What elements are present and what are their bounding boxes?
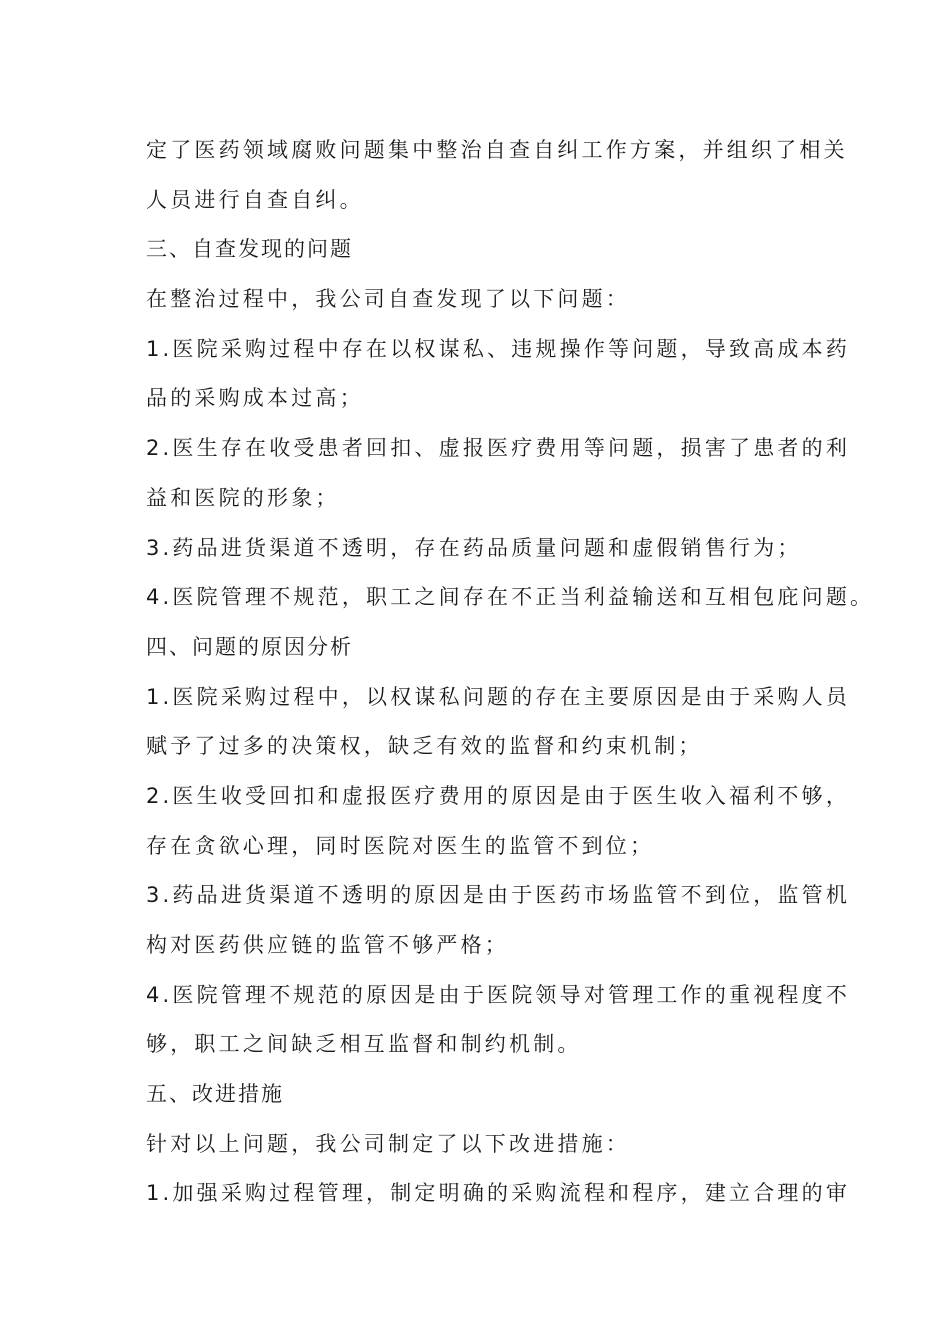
- list-item-line: 存在贪欲心理，同时医院对医生的监管不到位；: [146, 833, 655, 858]
- section-heading-5: 五、改进措施: [146, 1082, 284, 1107]
- list-item-line: 1.医院采购过程中，以权谋私问题的存在主要原因是由于采购人员: [146, 684, 851, 709]
- list-item-line: 2.医生收受回扣和虚报医疗费用的原因是由于医生收入福利不够，: [146, 783, 851, 808]
- list-item-line: 4.医院管理不规范的原因是由于医院领导对管理工作的重视程度不: [146, 982, 851, 1007]
- list-item-line: 够，职工之间缺乏相互监督和制约机制。: [146, 1032, 582, 1057]
- section-heading-4: 四、问题的原因分析: [146, 634, 353, 659]
- document-body: [146, 126, 875, 1219]
- list-item-line: 益和医院的形象；: [146, 485, 340, 510]
- list-item-line: 1.加强采购过程管理，制定明确的采购流程和程序，建立合理的审: [146, 1181, 851, 1206]
- section-heading-3: 三、自查发现的问题: [146, 237, 353, 262]
- paragraph-line: 针对以上问题，我公司制定了以下改进措施：: [146, 1131, 630, 1156]
- list-item-line: 赋予了过多的决策权，缺乏有效的监督和约束机制；: [146, 734, 703, 759]
- list-item-line: 3.药品进货渠道不透明，存在药品质量问题和虚假销售行为；: [146, 535, 802, 560]
- list-item-line: 构对医药供应链的监管不够严格；: [146, 933, 509, 957]
- paragraph-line: 定了医药领域腐败问题集中整治自查自纠工作方案，并组织了相关: [146, 138, 848, 162]
- list-item-line: 4.医院管理不规范，职工之间存在不正当利益输送和互相包庇问题。: [146, 585, 875, 610]
- paragraph-line: 在整治过程中，我公司自查发现了以下问题：: [146, 287, 630, 312]
- list-item-line: 2.医生存在收受患者回扣、虚报医疗费用等问题，损害了患者的利: [146, 436, 851, 461]
- list-item-line: 品的采购成本过高；: [146, 386, 364, 411]
- list-item-line: 3.药品进货渠道不透明的原因是由于医药市场监管不到位，监管机: [146, 883, 851, 908]
- list-item-line: 1.医院采购过程中存在以权谋私、违规操作等问题，导致高成本药: [146, 336, 851, 361]
- paragraph-line: 人员进行自查自纠。: [146, 187, 364, 212]
